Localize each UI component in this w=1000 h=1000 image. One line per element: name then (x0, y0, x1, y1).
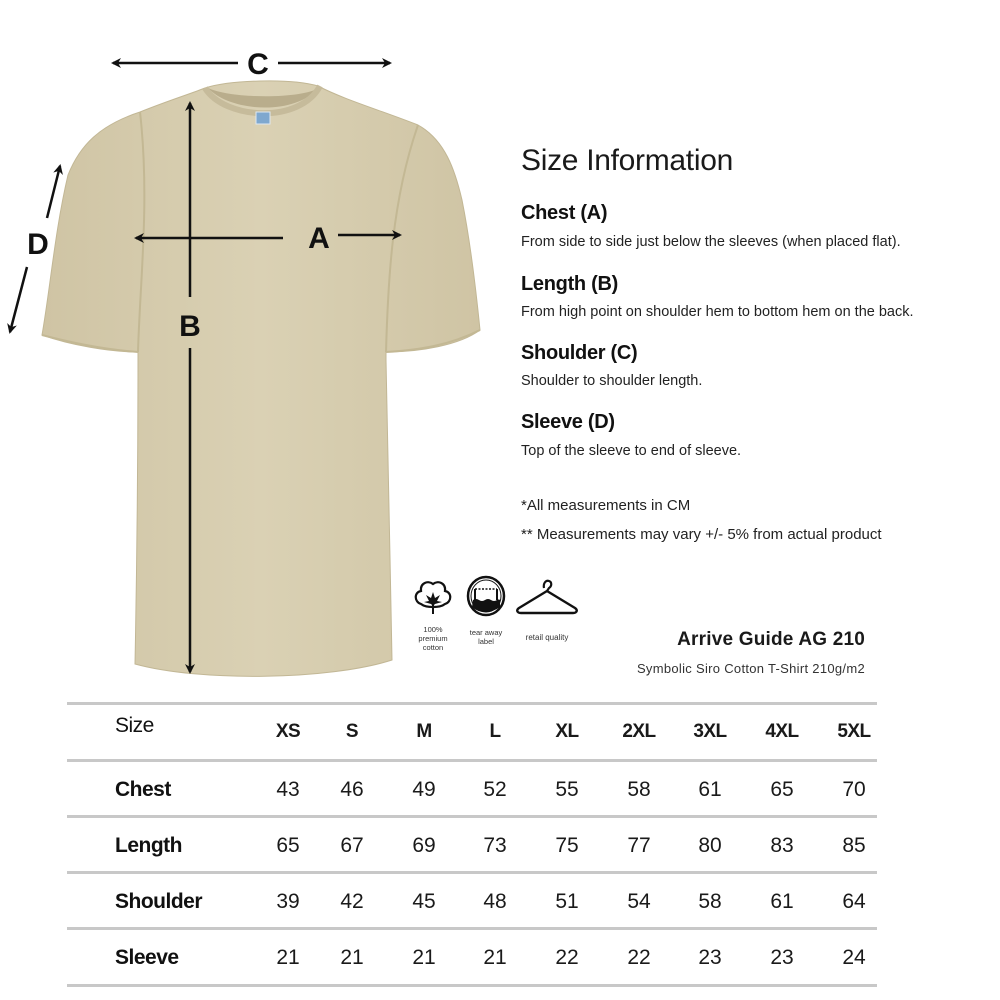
table-cell: 61 (770, 890, 794, 913)
table-cell: 65 (276, 834, 300, 857)
size-col-3xl: 3XL (693, 721, 727, 742)
note-units: *All measurements in CM (521, 497, 691, 514)
cotton-label: 100% premium cotton (418, 625, 448, 652)
tear-away-label-icon (463, 574, 509, 620)
feature-cotton (410, 574, 456, 652)
row-label: Chest (115, 778, 171, 801)
size-col-5xl: 5XL (837, 721, 871, 742)
tear-away-label: tear away label (469, 628, 503, 646)
table-cell: 21 (412, 946, 436, 969)
table-cell: 42 (340, 890, 364, 913)
length-heading: Length (B) (521, 273, 618, 295)
sleeve-description: Top of the sleeve to end of sleeve. (521, 443, 742, 459)
table-cell: 49 (412, 778, 436, 801)
label-b: B (179, 310, 201, 343)
size-col-s: S (345, 721, 359, 742)
chest-heading: Chest (A) (521, 202, 608, 224)
table-cell: 23 (698, 946, 722, 969)
table-cell: 22 (627, 946, 651, 969)
sleeve-heading: Sleeve (D) (521, 411, 615, 433)
table-cell: 39 (276, 890, 300, 913)
length-description: From high point on shoulder hem to bottom hem on the back. (521, 304, 914, 320)
size-header-label: Size (115, 714, 154, 737)
table-row-length (67, 818, 877, 874)
table-cell: 21 (483, 946, 507, 969)
table-cell: 69 (412, 834, 436, 857)
label-d: D (27, 228, 49, 261)
size-col-2xl: 2XL (622, 721, 656, 742)
retail-quality-label: retail quality (525, 633, 569, 642)
product-subtitle: Symbolic Siro Cotton T-Shirt 210g/m2 (636, 661, 865, 676)
table-cell: 45 (412, 890, 436, 913)
product-name: Arrive Guide AG 210 (677, 629, 865, 650)
table-cell: 22 (555, 946, 579, 969)
table-cell: 54 (627, 890, 651, 913)
table-cell: 70 (842, 778, 866, 801)
table-cell: 85 (842, 834, 866, 857)
table-row-shoulder (67, 874, 877, 930)
label-a: A (308, 222, 330, 255)
feature-tear-away (463, 574, 509, 646)
feature-retail-quality (513, 574, 581, 642)
table-cell: 21 (340, 946, 364, 969)
size-col-m: M (416, 721, 432, 742)
table-cell: 73 (483, 834, 507, 857)
table-cell: 75 (555, 834, 579, 857)
row-label: Shoulder (115, 890, 203, 913)
table-cell: 43 (276, 778, 300, 801)
table-cell: 77 (627, 834, 651, 857)
shoulder-description: Shoulder to shoulder length. (521, 373, 703, 389)
neck-tag (256, 112, 270, 124)
label-c: C (247, 48, 269, 81)
table-row-sleeve (67, 930, 877, 986)
size-info-title: Size Information (521, 144, 733, 177)
row-label: Length (115, 834, 182, 857)
table-cell: 52 (483, 778, 507, 801)
table-cell: 64 (842, 890, 866, 913)
size-col-xs: XS (275, 721, 301, 742)
table-cell: 46 (340, 778, 364, 801)
table-cell: 21 (276, 946, 300, 969)
shoulder-heading: Shoulder (C) (521, 342, 638, 364)
table-cell: 48 (483, 890, 507, 913)
size-col-l: L (489, 721, 501, 742)
shoulder-arrow-c (113, 48, 390, 81)
table-cell: 80 (698, 834, 722, 857)
table-cell: 23 (770, 946, 794, 969)
table-cell: 65 (770, 778, 794, 801)
table-divider (67, 984, 877, 987)
table-cell: 83 (770, 834, 794, 857)
table-cell: 55 (555, 778, 579, 801)
size-col-xl: XL (555, 721, 579, 742)
table-cell: 58 (627, 778, 651, 801)
size-col-4xl: 4XL (765, 721, 799, 742)
chest-description: From side to side just below the sleeves (when placed flat). (521, 234, 901, 250)
hanger-icon (513, 574, 581, 620)
note-variance: ** Measurements may vary +/- 5% from actual product (521, 526, 882, 543)
table-header-row (67, 704, 877, 760)
table-cell: 61 (698, 778, 722, 801)
table-row-chest (67, 762, 877, 818)
table-cell: 24 (842, 946, 866, 969)
cotton-flower-icon (410, 574, 456, 620)
table-cell: 67 (340, 834, 364, 857)
table-cell: 51 (555, 890, 579, 913)
row-label: Sleeve (115, 946, 179, 969)
table-cell: 58 (698, 890, 722, 913)
